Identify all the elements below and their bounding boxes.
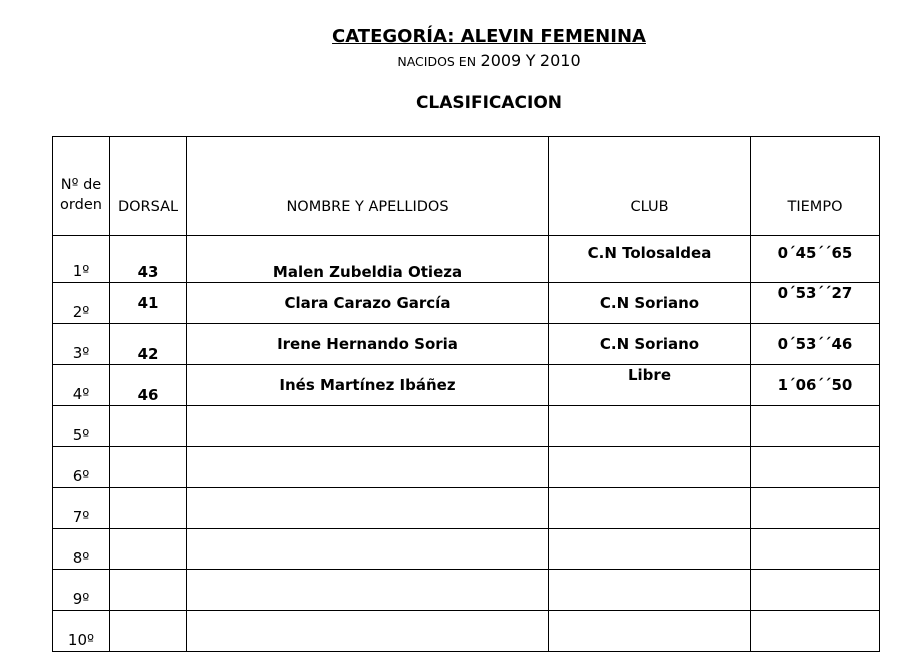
nombre-cell <box>187 611 549 652</box>
nombre-cell <box>187 529 549 570</box>
year-connector: Y <box>525 51 536 70</box>
orden-cell: 8º <box>53 529 110 570</box>
club-cell <box>549 611 751 652</box>
dorsal-cell <box>110 570 187 611</box>
club-cell <box>549 447 751 488</box>
orden-cell: 10º <box>53 611 110 652</box>
orden-cell: 3º <box>53 324 110 365</box>
tiempo-cell <box>751 488 880 529</box>
year-2: 2010 <box>539 51 581 70</box>
tiempo-cell <box>751 529 880 570</box>
tiempo-cell: 1´06´´50 <box>751 365 880 406</box>
birth-years-line <box>0 51 906 70</box>
orden-cell: 1º <box>53 236 110 283</box>
dorsal-cell: 46 <box>110 365 187 406</box>
classification-table <box>52 136 880 652</box>
orden-cell: 4º <box>53 365 110 406</box>
club-cell: C.N Soriano <box>549 324 751 365</box>
header-nombre: NOMBRE Y APELLIDOS <box>187 137 549 236</box>
club-cell: C.N Soriano <box>549 283 751 324</box>
nombre-cell <box>187 406 549 447</box>
tiempo-cell <box>751 570 880 611</box>
header-orden-line1: Nº de <box>60 177 102 193</box>
dorsal-cell: 42 <box>110 324 187 365</box>
tiempo-cell <box>751 447 880 488</box>
club-cell <box>549 488 751 529</box>
table-row <box>53 283 880 324</box>
table-row <box>53 447 880 488</box>
tiempo-cell: 0´45´´65 <box>751 236 880 283</box>
category-title: CATEGORÍA: ALEVIN FEMENINA <box>332 26 646 47</box>
orden-cell: 6º <box>53 447 110 488</box>
subtitle-prefix: NACIDOS EN <box>397 54 477 69</box>
tiempo-cell <box>751 611 880 652</box>
nombre-cell: Inés Martínez Ibáñez <box>187 365 549 406</box>
club-cell <box>549 529 751 570</box>
nombre-cell <box>187 447 549 488</box>
table-header-row <box>53 137 880 236</box>
club-cell: C.N Tolosaldea <box>549 236 751 283</box>
orden-cell: 7º <box>53 488 110 529</box>
dorsal-cell <box>110 447 187 488</box>
dorsal-cell <box>110 488 187 529</box>
tiempo-cell: 0´53´´46 <box>751 324 880 365</box>
year-1: 2009 <box>480 51 522 70</box>
table-row <box>53 236 880 283</box>
dorsal-cell: 41 <box>110 283 187 324</box>
tiempo-cell <box>751 406 880 447</box>
header-dorsal: DORSAL <box>110 137 187 236</box>
nombre-cell <box>187 488 549 529</box>
nombre-cell: Clara Carazo García <box>187 283 549 324</box>
table-row <box>53 406 880 447</box>
nombre-cell: Irene Hernando Soria <box>187 324 549 365</box>
table-row <box>53 488 880 529</box>
table-row <box>53 570 880 611</box>
orden-cell: 5º <box>53 406 110 447</box>
tiempo-cell: 0´53´´27 <box>751 283 880 324</box>
orden-cell: 2º <box>53 283 110 324</box>
table-row <box>53 529 880 570</box>
header-orden <box>53 137 110 236</box>
nombre-cell: Malen Zubeldia Otieza <box>187 236 549 283</box>
dorsal-cell <box>110 406 187 447</box>
table-row <box>53 365 880 406</box>
table-row <box>53 324 880 365</box>
dorsal-cell <box>110 611 187 652</box>
club-cell: Libre <box>549 365 751 406</box>
dorsal-cell: 43 <box>110 236 187 283</box>
header-tiempo: TIEMPO <box>751 137 880 236</box>
header-club: CLUB <box>549 137 751 236</box>
club-cell <box>549 406 751 447</box>
dorsal-cell <box>110 529 187 570</box>
nombre-cell <box>187 570 549 611</box>
header-orden-line2: orden <box>60 197 102 213</box>
club-cell <box>549 570 751 611</box>
table-row <box>53 611 880 652</box>
orden-cell: 9º <box>53 570 110 611</box>
classification-heading: CLASIFICACION <box>415 93 563 113</box>
